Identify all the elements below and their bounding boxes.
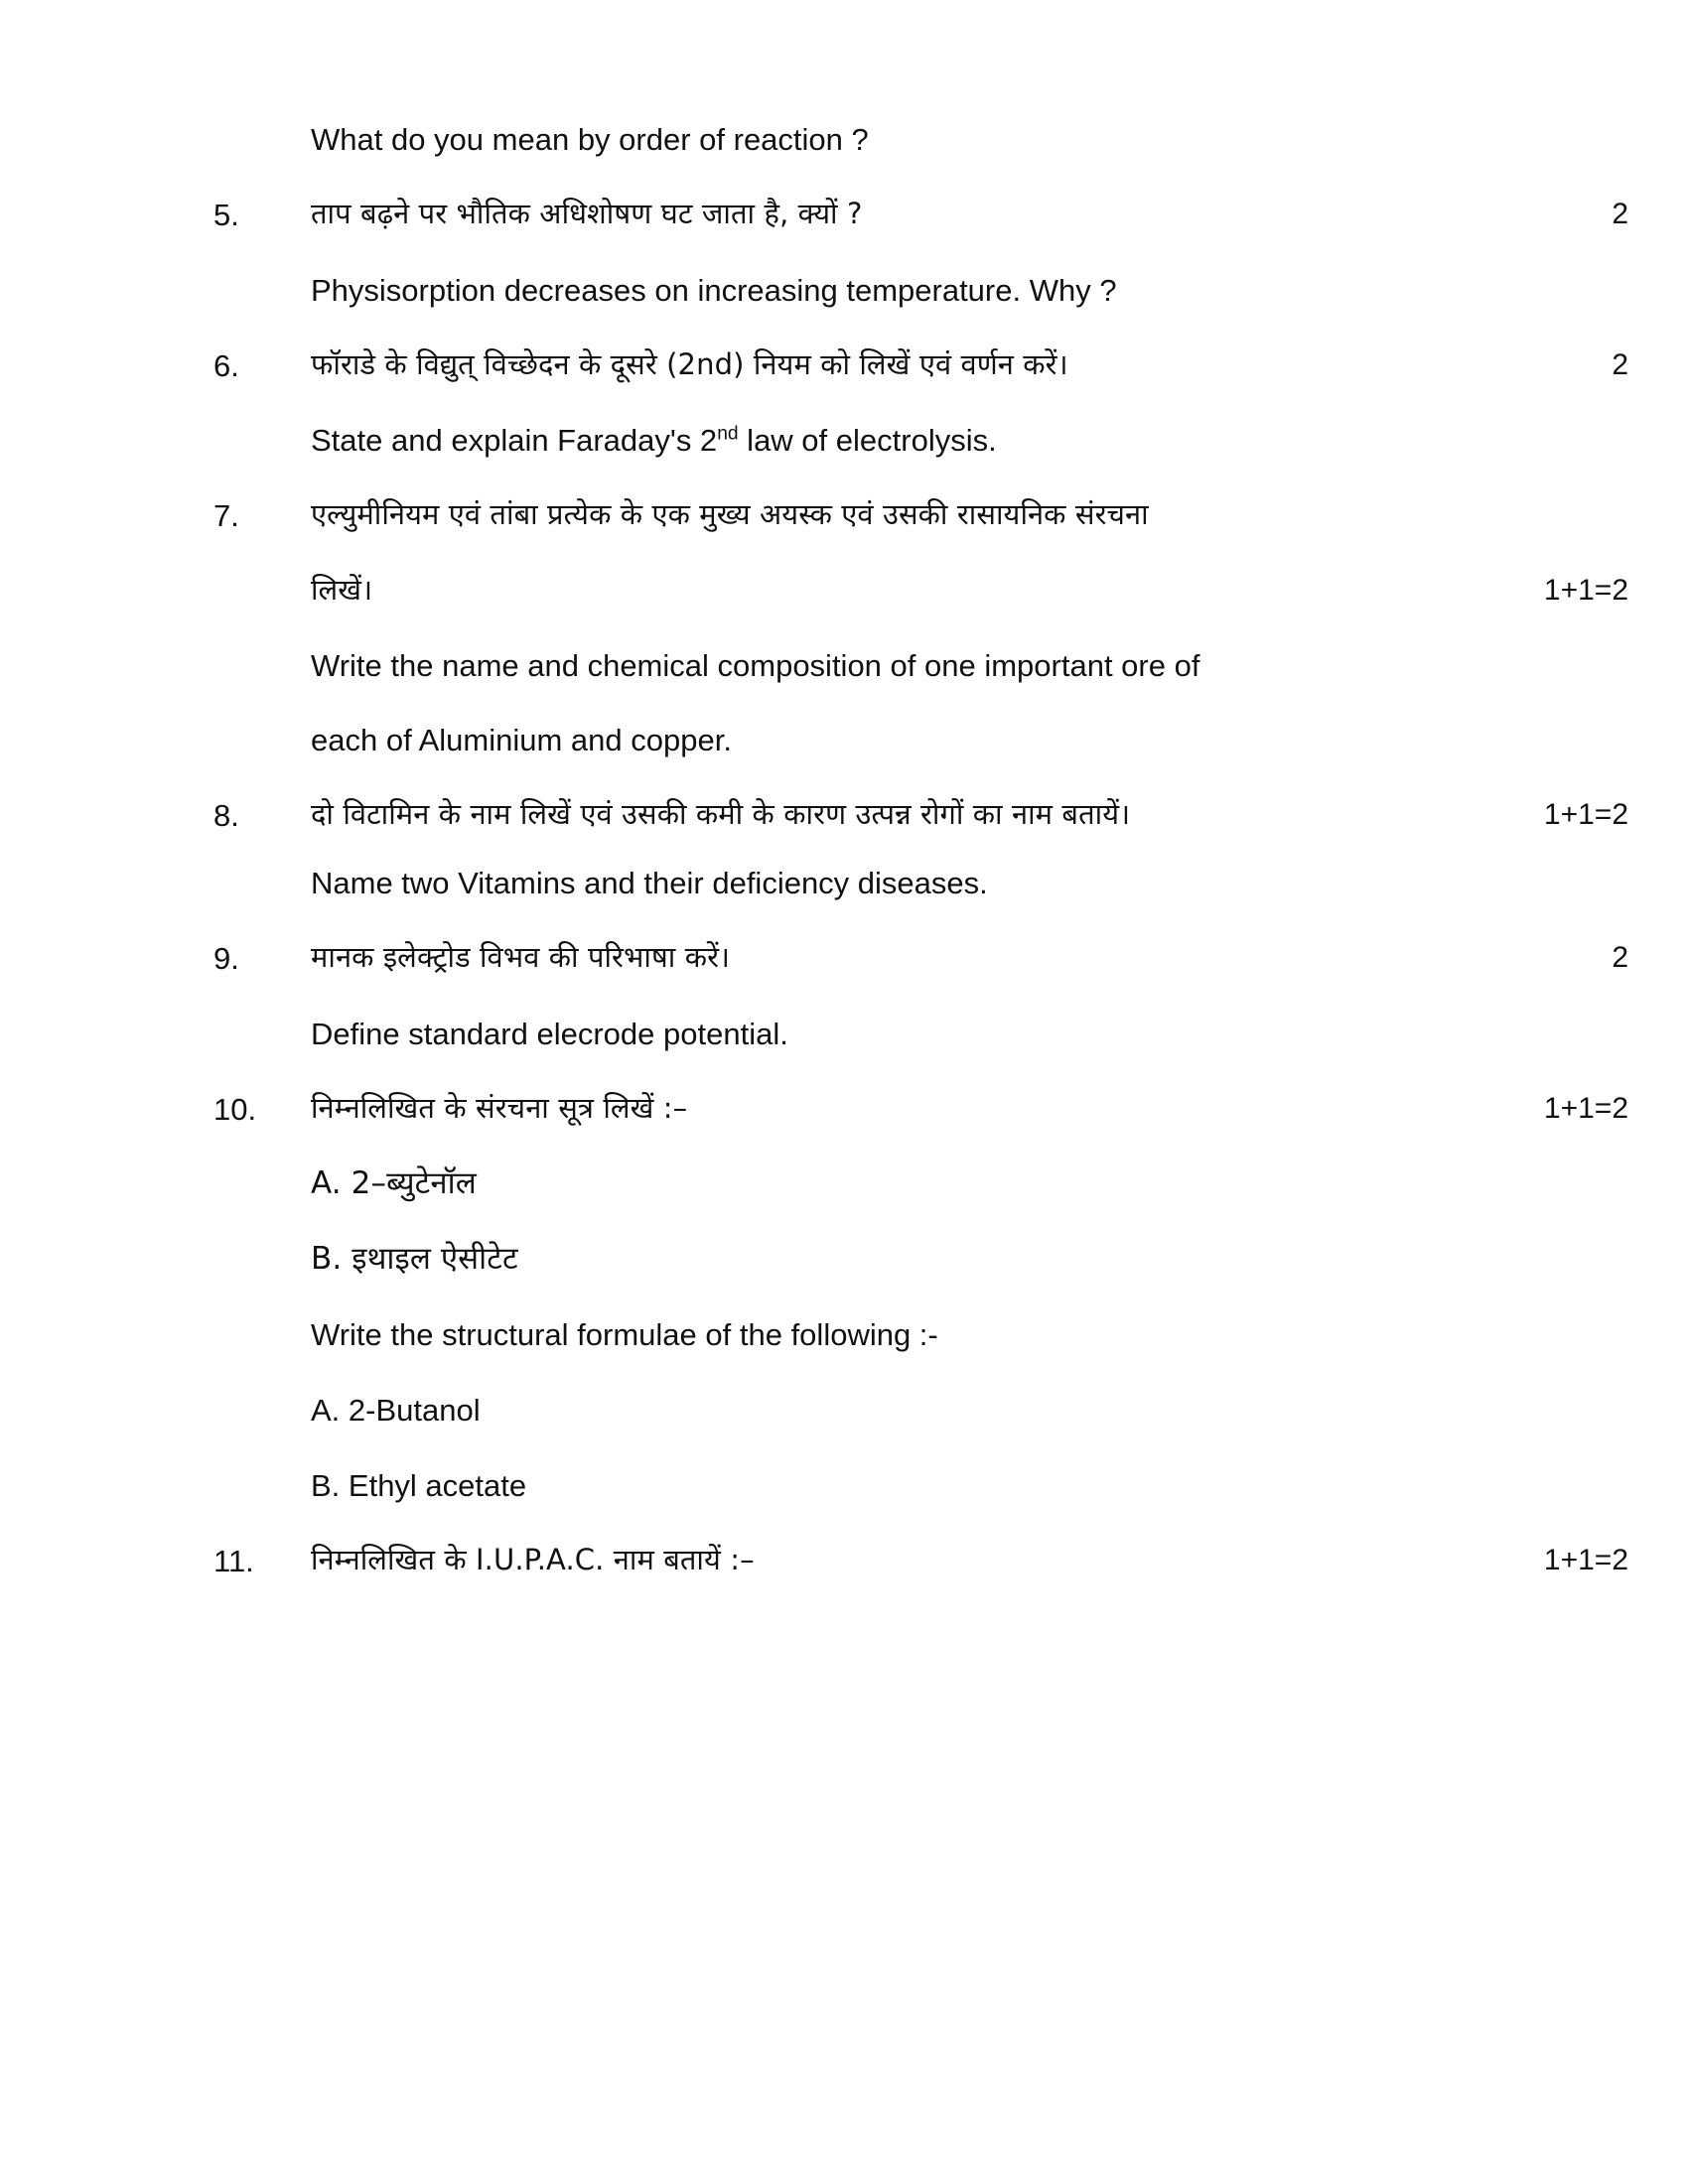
question-10-hindi-option-b: B. इथाइल ऐसीटेट — [311, 1241, 518, 1278]
question-item-7-english-line2 — [0, 720, 1688, 761]
question-7-english-line1: Write the name and chemical composition of one important ore of — [311, 647, 1200, 683]
question-9-hindi-text: मानक इलेक्ट्रोड विभव की परिभाषा करें। — [311, 939, 731, 974]
question-number-5: 5. — [213, 197, 239, 232]
question-number-6: 6. — [213, 347, 239, 383]
question-7-hindi-line1: एल्युमीनियम एवं तांबा प्रत्येक के एक मुख्य अयस्क एवं उसकी रासायनिक संरचना — [311, 497, 1149, 532]
question-5-hindi-text: ताप बढ़ने पर भौतिक अधिशोषण घट जाता है, क्यों ? — [311, 196, 863, 230]
question-item-8-english — [0, 863, 1688, 904]
question-8-marks: 1+1=2 — [1543, 798, 1628, 832]
question-item-9-english — [0, 1014, 1688, 1055]
question-number-8: 8. — [213, 798, 239, 834]
question-number-7: 7. — [213, 498, 239, 534]
question-10-marks: 1+1=2 — [1543, 1091, 1628, 1125]
question-item-11-hindi — [0, 1541, 1688, 1582]
question-7-hindi-line2: लिखें। — [311, 573, 373, 608]
question-8-hindi-text: दो विटामिन के नाम लिखें एवं उसकी कमी के कारण उत्पन्न रोगों का नाम बतायें। — [311, 797, 1131, 832]
question-10-english-option-b: B. Ethyl acetate — [311, 1467, 527, 1503]
question-10-hindi-text: निम्नलिखित के संरचना सूत्र लिखें :– — [311, 1090, 688, 1125]
question-11-marks: 1+1=2 — [1543, 1543, 1628, 1576]
question-item-7-english-line1 — [0, 645, 1688, 687]
question-item-8-hindi — [0, 795, 1688, 837]
question-9-marks: 2 — [1612, 940, 1628, 974]
question-item-10-hindi — [0, 1089, 1688, 1131]
question-11-hindi-text: निम्नलिखित के I.U.P.A.C. नाम बतायें :– — [311, 1542, 755, 1576]
question-item-5-english — [0, 270, 1688, 312]
question-8-english-text: Name two Vitamins and their deficiency diseases. — [311, 866, 988, 901]
question-10-hindi-option-a: A. 2–ब्युटेनॉल — [311, 1165, 477, 1202]
question-item-7-hindi-line1 — [0, 495, 1688, 537]
question-item-6-english — [0, 420, 1688, 462]
question-7-english-line2: each of Aluminium and copper. — [311, 723, 732, 758]
question-5-english-text: Physisorption decreases on increasing temperature. Why ? — [311, 272, 1117, 308]
question-10-english-option-a: A. 2-Butanol — [311, 1393, 481, 1428]
question-5-marks: 2 — [1612, 197, 1628, 230]
question-number-11: 11. — [213, 1543, 254, 1578]
question-7-marks: 1+1=2 — [1543, 574, 1628, 608]
question-6-english-pre: State and explain Faraday's 2 — [311, 423, 718, 459]
question-6-english-text — [311, 420, 1479, 462]
question-number-9: 9. — [213, 940, 239, 976]
carry-over-question-text — [0, 119, 1688, 161]
question-10-english-text: Write the structural formulae of the following :- — [311, 1317, 938, 1353]
question-list — [0, 119, 1688, 1582]
question-item-7-hindi-line2 — [0, 571, 1688, 612]
question-6-marks: 2 — [1612, 347, 1628, 381]
question-9-english-text: Define standard elecrode potential. — [311, 1016, 788, 1051]
question-item-6-hindi — [0, 345, 1688, 387]
question-number-10: 10. — [213, 1091, 257, 1127]
question-item-9-hindi — [0, 938, 1688, 980]
carry-over-english-text: What do you mean by order of reaction ? — [311, 122, 869, 157]
question-item-5-hindi — [0, 195, 1688, 236]
question-6-english-superscript: nd — [717, 424, 739, 446]
question-6-english-post: law of electrolysis. — [738, 423, 997, 459]
question-6-hindi-text: फॉराडे के विद्युत् विच्छेदन के दूसरे (2nd) नियम को लिखें एवं वर्णन करें। — [311, 346, 1068, 381]
